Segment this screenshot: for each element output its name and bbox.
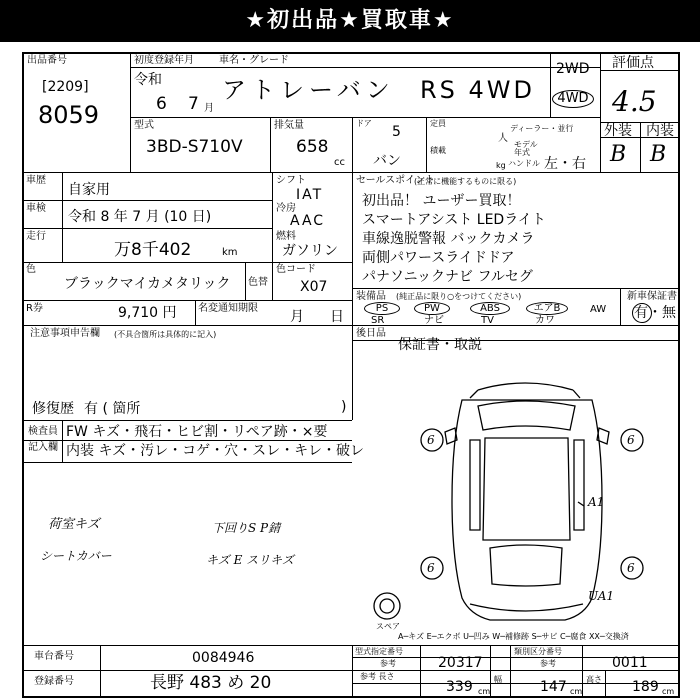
hw-note-left-1: 荷室キズ (48, 517, 100, 532)
shift: IAT (296, 187, 324, 203)
color-code: X07 (300, 279, 328, 295)
inspector-row-2: 内装 キズ・汚レ・コゲ・穴・スレ・キレ・破レ (66, 443, 365, 459)
km-unit: km (222, 247, 238, 258)
cc-unit: cc (334, 157, 345, 168)
tire-depth-rr: 6 (627, 561, 635, 575)
class-value: 0011 (612, 655, 648, 671)
cat-value: 20317 (438, 655, 483, 671)
fuel-label: 燃料 (276, 231, 296, 242)
warranty-value: 有・無 (634, 305, 676, 321)
mileage: 万8千402 (114, 240, 192, 260)
ext-grade: B (610, 142, 627, 167)
width-value: 147 (540, 679, 567, 695)
class-ref: 参考 (540, 659, 556, 668)
ext-label: 外装 (604, 123, 632, 139)
tire-depth-rl: 6 (427, 561, 435, 575)
tire-depth-fl: 6 (427, 433, 435, 447)
equip-leather: カワ (535, 315, 555, 326)
lot-sub: [2209] (42, 79, 89, 95)
class-label: 類別区分番号 (514, 647, 562, 656)
sales-line-5: パナソニックナビ フルセグ (362, 269, 533, 285)
inspector-row-1: FW キズ・飛石・ヒビ割・リペア跡・×要 (66, 424, 328, 440)
equip-airbag: エアB (526, 302, 568, 315)
reg-month: 7 (188, 94, 199, 114)
banner: ★初出品★買取車★ (0, 0, 700, 42)
sales-line-4: 両側パワースライドドア (362, 250, 515, 266)
car-name: アトレーバン (222, 76, 395, 104)
mileage-label: 走行 (26, 231, 46, 242)
inspector-label-2: 記入欄 (28, 442, 58, 453)
displacement: 658 (296, 137, 329, 157)
recycle-label: R券 (26, 303, 43, 314)
equip-tv: TV (481, 315, 494, 326)
disp-label: 排気量 (274, 120, 304, 131)
kg-unit: kg (496, 161, 506, 170)
hw-note-mid-2: キズ E スリキズ (206, 553, 294, 567)
repair-value: 有 ( 箇所 (84, 401, 141, 417)
notes-label: 注意事項申告欄 (30, 328, 100, 339)
fuel: ガソリン (282, 243, 338, 259)
int-grade: B (650, 142, 667, 167)
inspector-label-1: 検査員 (28, 426, 58, 437)
sales-label: セールスポイント (356, 175, 436, 186)
lot-label: 出品番号 (27, 55, 67, 66)
inspection: 令和 8 年 7 月 (10 日) (68, 209, 212, 225)
equip-sr: SR (371, 315, 385, 326)
length-unit: cm (478, 687, 491, 696)
usage-label: 車歴 (26, 175, 46, 186)
grade: RS 4WD (420, 76, 536, 104)
recycle-fee: 9,710 円 (118, 305, 177, 321)
drive-2wd: 2WD (556, 61, 590, 77)
color-change-label: 色替 (248, 277, 268, 288)
repair-label: 修復歴 (32, 401, 74, 417)
notes-sub: (不具合箇所は具体的に記入) (114, 330, 217, 339)
handle-value: 左・右 (544, 156, 586, 172)
height-value: 189 (632, 679, 659, 695)
handle-label: ハンドル (508, 159, 540, 168)
model-code: 3BD-S710V (146, 137, 243, 157)
lot-number: 8059 (38, 101, 100, 129)
body-type: バン (373, 153, 401, 169)
damage-mark-a1: A1 (588, 495, 605, 509)
ac: AAC (290, 213, 326, 229)
height-label: 高さ (586, 675, 602, 684)
equip-aw: AW (590, 304, 607, 315)
door-label: ドア (356, 119, 372, 128)
sales-line-1: 初出品！ ユーザー買取！ (362, 193, 521, 209)
capacity-label: 定員 (430, 119, 446, 128)
equip-navi: ナビ (424, 315, 444, 326)
notice-month: 月 (290, 309, 304, 325)
int-label: 内装 (646, 123, 674, 139)
reg-era: 令和 (134, 72, 162, 88)
ac-label: 冷房 (276, 203, 296, 214)
equipment-sub: (純正品に限り○をつけてください) (396, 292, 522, 301)
color-label: 色 (26, 264, 36, 275)
month-unit: 月 (204, 103, 214, 114)
type-label: 型式 (134, 120, 154, 131)
equip-abs: ABS (470, 302, 510, 315)
length-value: 339 (446, 679, 473, 695)
later-value: 保証書・取説 (398, 337, 482, 353)
width-unit: cm (570, 687, 583, 696)
plate-number: 長野 483 め 20 (150, 673, 272, 693)
usage: 自家用 (68, 182, 110, 198)
sales-line-3: 車線逸脱警報 バックカメラ (362, 231, 535, 247)
damage-legend: A─キズ E─エクボ U─凹み W─補修跡 S─サビ C─腐食 XX─交換済 (398, 632, 629, 641)
reg-year: 6 (156, 94, 167, 114)
sales-line-2: スマートアシスト LEDライト (362, 212, 546, 228)
height-unit: cm (662, 687, 675, 696)
model-label: 車名・グレード (219, 55, 289, 66)
tire-depth-fr: 6 (627, 433, 635, 447)
cat-ref: 参考 (380, 659, 396, 668)
score: 4.5 (612, 85, 657, 118)
load-label: 積載 (430, 146, 446, 155)
notice-label: 名変通知期限 (198, 303, 258, 314)
reg-label: 初度登録年月 (134, 55, 194, 66)
later-label: 後日品 (356, 328, 386, 339)
plate-label: 登録番号 (34, 676, 74, 687)
score-label: 評価点 (612, 55, 654, 71)
shift-label: シフト (276, 175, 306, 186)
drive-4wd-circled: 4WD (552, 90, 594, 108)
dealer-label: ディーラー・並行 (510, 124, 574, 133)
chassis-label: 車台番号 (34, 651, 74, 662)
inspection-label: 車検 (26, 203, 46, 214)
color-code-label: 色コード (276, 264, 316, 275)
equipment-label: 装備品 (356, 291, 386, 302)
color: ブラックマイカメタリック (64, 276, 231, 292)
doors: 5 (392, 124, 401, 140)
capacity-unit: 人 (498, 133, 508, 144)
length-label-wrap: 参考 長さ (360, 672, 395, 681)
notice-day: 日 (330, 309, 344, 325)
equip-pw: PW (414, 302, 450, 315)
spare-label: スペア (376, 622, 400, 631)
hw-note-mid-1: 下回りS P錆 (212, 521, 281, 535)
chassis-number: 0084946 (192, 650, 255, 666)
width-label: 幅 (494, 675, 502, 684)
hw-note-left-2: シートカバー (40, 549, 112, 563)
equip-ps: PS (364, 302, 400, 315)
repair-close-bracket: ) (341, 399, 347, 415)
damage-mark-ua1: UA1 (588, 589, 615, 603)
model-year-label: モデル年式 (514, 140, 538, 157)
warranty-label: 新車保証書 (627, 291, 677, 302)
sales-sub: (正常に機能するものに限る) (414, 177, 517, 186)
cat-label: 型式指定番号 (355, 647, 403, 656)
